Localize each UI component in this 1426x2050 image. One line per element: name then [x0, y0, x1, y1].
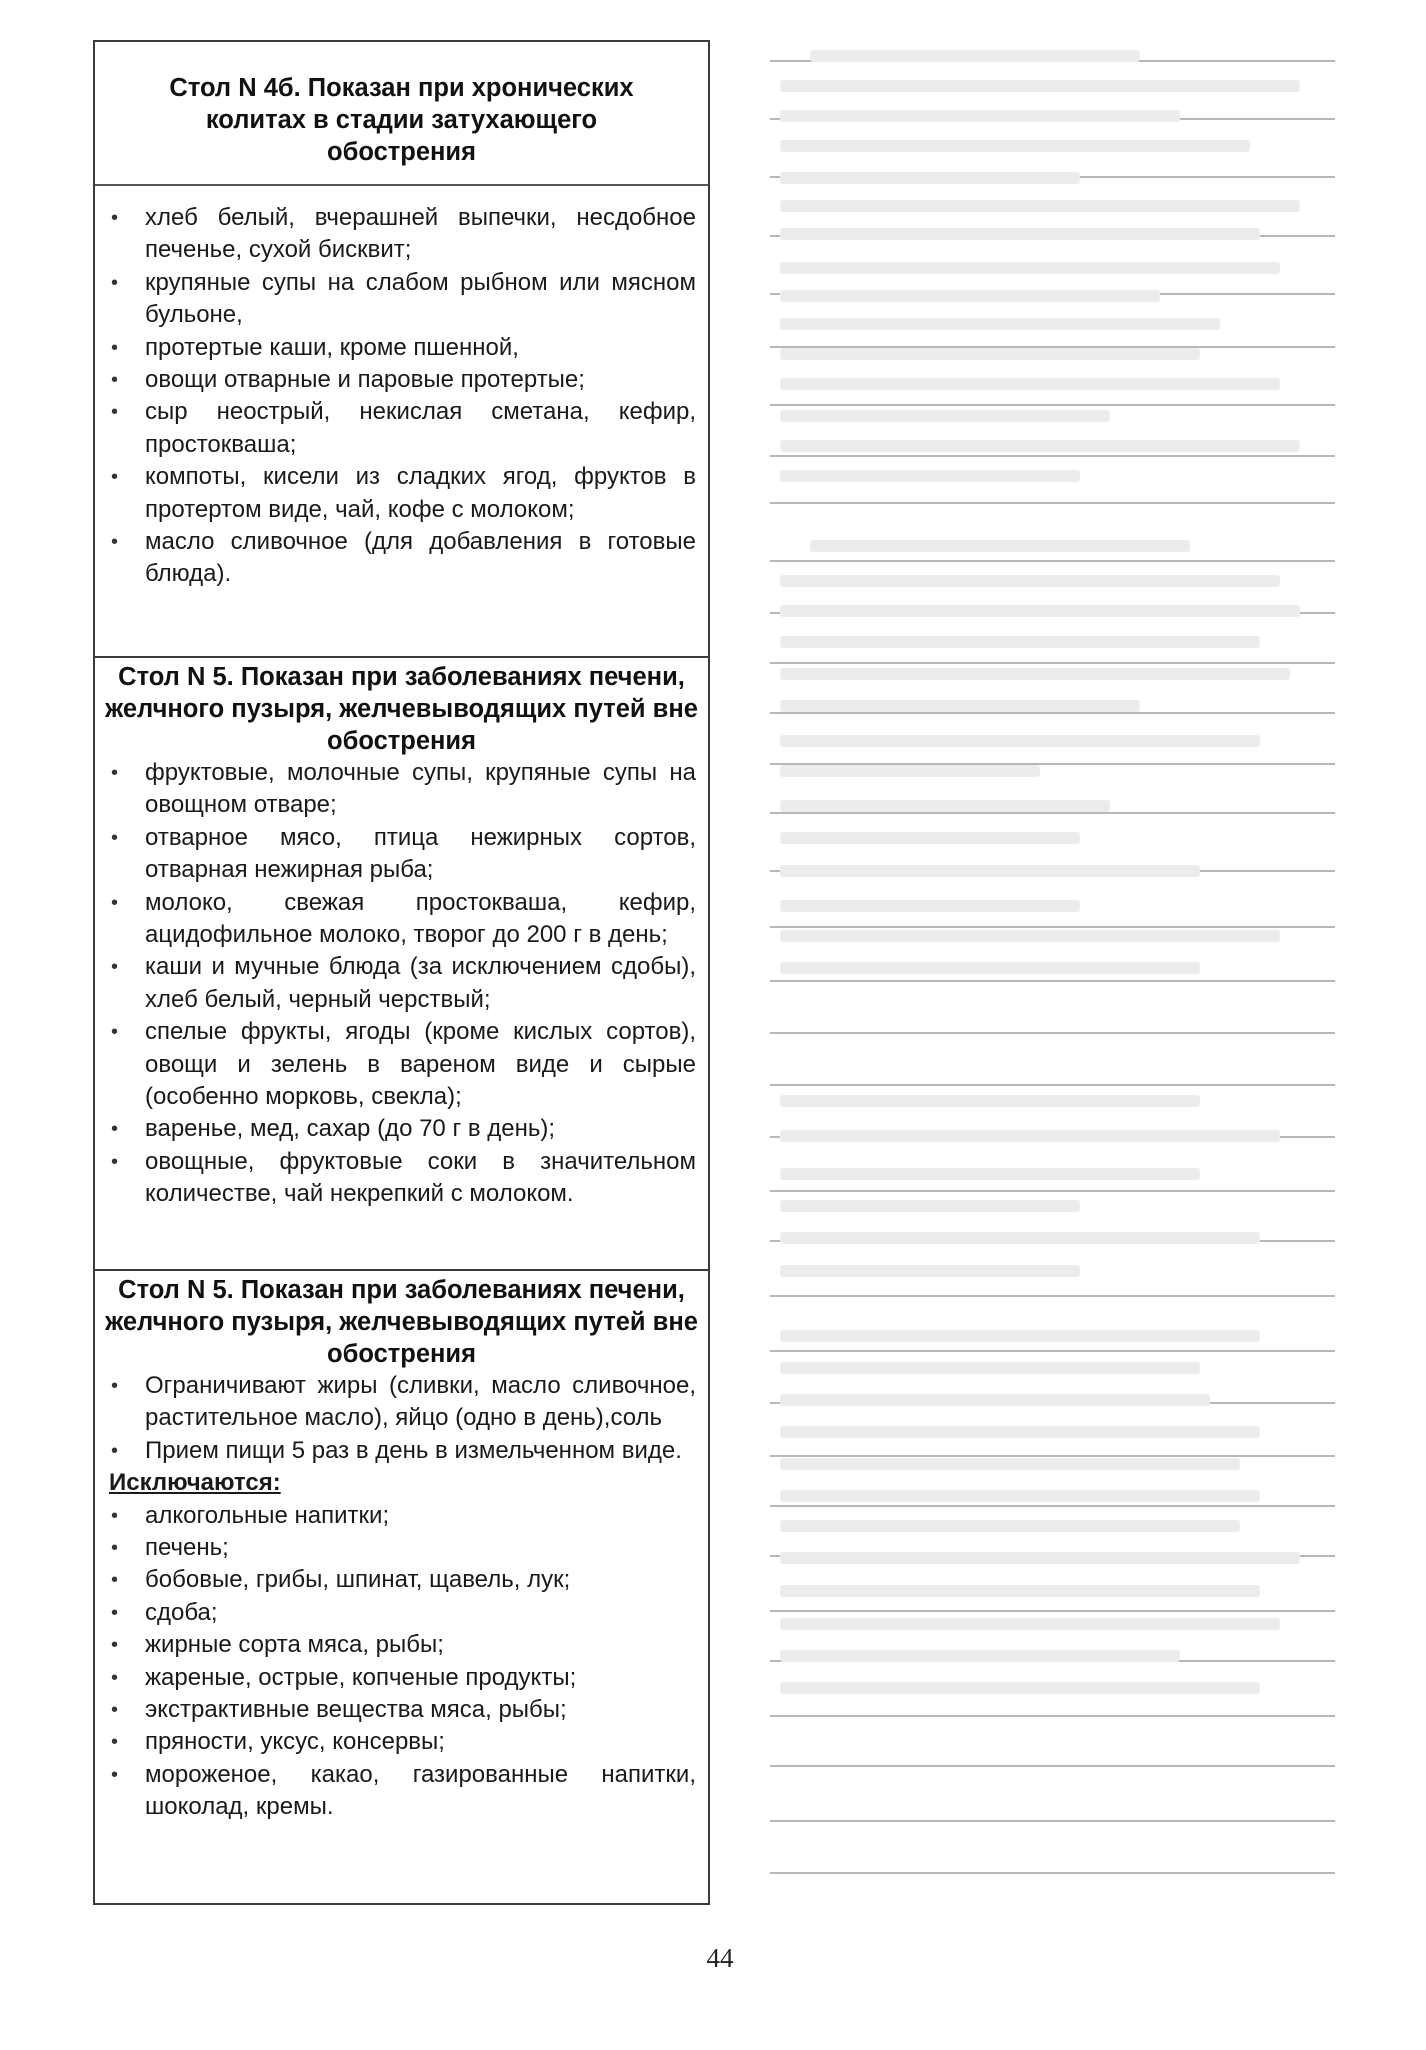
bleed-through-text	[780, 1458, 1240, 1470]
bleed-through-rule	[770, 1190, 1335, 1192]
bleed-through-rule	[770, 926, 1335, 928]
bleed-through-text	[780, 1130, 1280, 1142]
bleed-through-area	[770, 0, 1340, 1960]
bleed-through-text	[810, 540, 1190, 552]
section-items	[95, 202, 708, 591]
bleed-through-rule	[770, 502, 1335, 504]
bleed-through-text	[780, 140, 1250, 152]
bleed-through-text	[780, 1682, 1260, 1694]
bleed-through-text	[780, 832, 1080, 844]
list-item: • протертые каши, кроме пшенной,	[109, 332, 696, 364]
bleed-through-text	[780, 378, 1280, 390]
bleed-through-text	[780, 440, 1300, 452]
bleed-through-rule	[770, 1350, 1335, 1352]
bleed-through-rule	[770, 1715, 1335, 1717]
bleed-through-text	[780, 1520, 1240, 1532]
bleed-through-rule	[770, 560, 1335, 562]
bleed-through-text	[780, 636, 1260, 648]
bleed-through-text	[780, 1618, 1280, 1630]
bleed-through-text	[780, 262, 1280, 274]
bleed-through-text	[780, 1232, 1260, 1244]
bleed-through-text	[780, 110, 1180, 122]
list-item: • Ограничивают жиры (сливки, масло сливочное, растительное масло), яйцо (одно в день),соль	[109, 1370, 696, 1435]
bleed-through-rule	[770, 1820, 1335, 1822]
bleed-through-text	[780, 1394, 1210, 1406]
bleed-through-text	[780, 172, 1080, 184]
bleed-through-text	[780, 962, 1200, 974]
page-number: 44	[706, 1943, 734, 1973]
list-item: • спелые фрукты, ягоды (кроме кислых сортов), овощи и зелень в вареном виде и сырые (особенно морковь, свекла);	[109, 1016, 696, 1113]
list-item: • жареные, острые, копченые продукты;	[109, 1662, 696, 1694]
bleed-through-text	[780, 1650, 1180, 1662]
excluded-heading: Исключаются:	[109, 1469, 281, 1497]
list-item: • мороженое, какао, газированные напитки, шоколад, кремы.	[109, 1759, 696, 1824]
bleed-through-text	[780, 900, 1080, 912]
list-item: • компоты, кисели из сладких ягод, фруктов в протертом виде, чай, кофе с молоком;	[109, 461, 696, 526]
bleed-through-text	[780, 1585, 1260, 1597]
section-title: Стол N 4б. Показан при хронических колитах в стадии затухающего обострения	[169, 74, 634, 166]
list-item: • овощные, фруктовые соки в значительном количестве, чай некрепкий с молоком.	[109, 1146, 696, 1211]
list-item: • бобовые, грибы, шпинат, щавель, лук;	[109, 1564, 696, 1596]
bleed-through-rule	[770, 1295, 1335, 1297]
list-item: • пряности, уксус, консервы;	[109, 1726, 696, 1758]
bleed-through-rule	[770, 1505, 1335, 1507]
bleed-through-text	[780, 735, 1260, 747]
bleed-through-text	[780, 228, 1260, 240]
excluded-items	[95, 1500, 708, 1824]
bleed-through-rule	[770, 1084, 1335, 1086]
section-title: Стол N 5. Показан при заболеваниях печени, желчного пузыря, желчевыводящих путей вне обострения	[105, 663, 698, 755]
list-item: • жирные сорта мяса, рыбы;	[109, 1629, 696, 1661]
bleed-through-text	[780, 668, 1290, 680]
bleed-through-text	[780, 290, 1160, 302]
bleed-through-text	[780, 1168, 1200, 1180]
diet-section-5-restrictions	[95, 1271, 708, 1903]
list-item: • каши и мучные блюда (за исключением сдобы), хлеб белый, черный черствый;	[109, 951, 696, 1016]
list-item: • овощи отварные и паровые протертые;	[109, 364, 696, 396]
section-items	[95, 1370, 708, 1467]
list-item: • молоко, свежая простокваша, кефир, ацидофильное молоко, творог до 200 г в день;	[109, 887, 696, 952]
bleed-through-rule	[770, 812, 1335, 814]
bleed-through-rule	[770, 980, 1335, 982]
bleed-through-text	[780, 1552, 1300, 1564]
bleed-through-text	[780, 575, 1280, 587]
bleed-through-rule	[770, 662, 1335, 664]
list-item: • фруктовые, молочные супы, крупяные супы на овощном отваре;	[109, 757, 696, 822]
list-item: • варенье, мед, сахар (до 70 г в день);	[109, 1113, 696, 1145]
bleed-through-text	[780, 318, 1220, 330]
list-item: • сыр неострый, некислая сметана, кефир, простокваша;	[109, 396, 696, 461]
section-title: Стол N 5. Показан при заболеваниях печени, желчного пузыря, желчевыводящих путей вне обострения	[105, 1276, 698, 1368]
bleed-through-text	[780, 930, 1280, 942]
bleed-through-text	[780, 348, 1200, 360]
bleed-through-text	[780, 865, 1200, 877]
bleed-through-text	[780, 200, 1300, 212]
bleed-through-text	[780, 410, 1110, 422]
bleed-through-rule	[770, 455, 1335, 457]
bleed-through-text	[780, 1330, 1260, 1342]
bleed-through-rule	[770, 1032, 1335, 1034]
bleed-through-rule	[770, 712, 1335, 714]
bleed-through-rule	[770, 1765, 1335, 1767]
list-item: • хлеб белый, вчерашней выпечки, несдобное печенье, сухой бисквит;	[109, 202, 696, 267]
section-divider	[95, 184, 708, 186]
bleed-through-text	[780, 700, 1140, 712]
bleed-through-text	[780, 1095, 1200, 1107]
section-items	[95, 757, 708, 1211]
bleed-through-text	[810, 50, 1140, 62]
list-item: • алкогольные напитки;	[109, 1500, 696, 1532]
diet-section-5-allowed	[95, 658, 708, 1271]
bleed-through-text	[780, 80, 1300, 92]
list-item: • Прием пищи 5 раз в день в измельченном виде.	[109, 1435, 696, 1467]
bleed-through-rule	[770, 404, 1335, 406]
list-item: • крупяные супы на слабом рыбном или мясном бульоне,	[109, 267, 696, 332]
list-item: • сдоба;	[109, 1597, 696, 1629]
bleed-through-rule	[770, 1610, 1335, 1612]
bleed-through-text	[780, 1265, 1080, 1277]
bleed-through-text	[780, 605, 1300, 617]
list-item: • отварное мясо, птица нежирных сортов, отварная нежирная рыба;	[109, 822, 696, 887]
bleed-through-text	[780, 470, 1080, 482]
bleed-through-text	[780, 1362, 1200, 1374]
diet-table	[93, 40, 710, 1905]
bleed-through-rule	[770, 1872, 1335, 1874]
bleed-through-text	[780, 1426, 1260, 1438]
list-item: • печень;	[109, 1532, 696, 1564]
bleed-through-text	[780, 800, 1110, 812]
bleed-through-text	[780, 1490, 1260, 1502]
bleed-through-text	[780, 765, 1040, 777]
bleed-through-text	[780, 1200, 1080, 1212]
list-item: • экстрактивные вещества мяса, рыбы;	[109, 1694, 696, 1726]
list-item: • масло сливочное (для добавления в готовые блюда).	[109, 526, 696, 591]
diet-section-4b	[95, 42, 708, 658]
bleed-through-rule	[770, 1455, 1335, 1457]
